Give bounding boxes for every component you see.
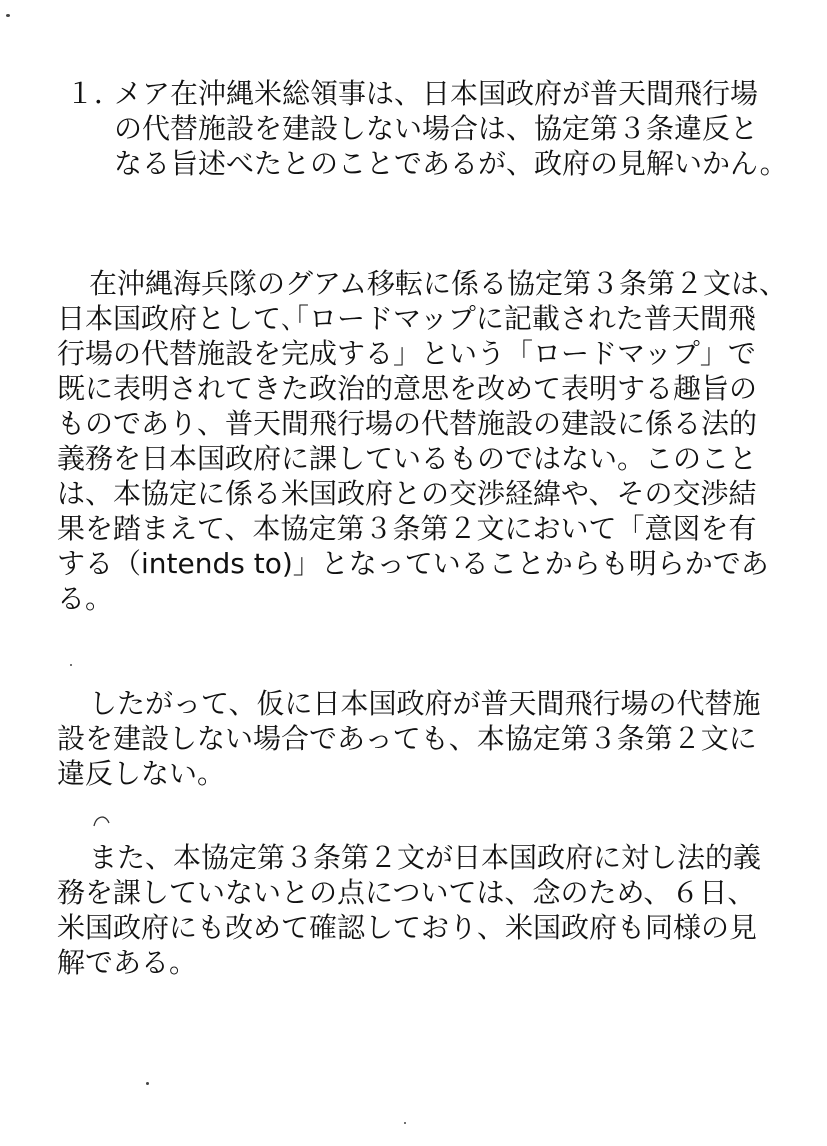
answer-line: 既に表明されてきた政治的意思を改めて表明する趣旨の xyxy=(57,372,758,405)
scan-speck xyxy=(404,1122,406,1124)
answer-line: は、本協定に係る米国政府との交渉経緯や、その交渉結 xyxy=(57,477,757,510)
answer-line: 在沖縄海兵隊のグアム移転に係る協定第３条第２文は、 xyxy=(89,267,788,300)
answer-line: また、本協定第３条第２文が日本国政府に対し法的義 xyxy=(89,841,762,874)
answer-line: る。 xyxy=(57,582,114,615)
scan-speck xyxy=(6,14,10,17)
answer-line: 日本国政府として､｢ロードマップに記載された普天間飛 xyxy=(57,302,756,335)
question-line: の代替施設を建設しない場合は、協定第３条違反と xyxy=(114,112,759,145)
scan-speck xyxy=(70,664,72,666)
answer-paragraph-2 xyxy=(57,686,771,791)
answer-line: 行場の代替施設を完成する」という「ロードマップ」で xyxy=(57,337,756,370)
answer-line: 義務を日本国政府に課しているものではない。このこと xyxy=(57,442,758,475)
question-text xyxy=(114,76,788,181)
answer-line: する（intends to)」となっていることからも明らかであ xyxy=(57,547,769,580)
answer-line: したがって、仮に日本国政府が普天間飛行場の代替施 xyxy=(89,687,761,720)
scan-speck xyxy=(146,1082,149,1085)
question-line: なる旨述べたとのことであるが、政府の見解いかん。 xyxy=(114,147,788,180)
scan-stroke-mark xyxy=(92,814,110,828)
question-number: １． xyxy=(66,77,123,110)
question-line: メア在沖縄米総領事は、日本国政府が普天間飛行場 xyxy=(114,77,759,110)
answer-paragraph-3 xyxy=(57,840,771,980)
answer-line: 務を課していないとの点については、念のため、６日、 xyxy=(57,876,756,909)
answer-paragraph-1 xyxy=(57,266,788,616)
answer-line: 果を踏まえて、本協定第３条第２文において「意図を有 xyxy=(57,512,757,545)
answer-line: 違反しない。 xyxy=(57,757,226,790)
answer-line: 設を建設しない場合であっても、本協定第３条第２文に xyxy=(57,722,757,755)
answer-line: 解である。 xyxy=(57,946,198,979)
answer-line: ものであり、普天間飛行場の代替施設の建設に係る法的 xyxy=(57,407,758,440)
answer-line: 米国政府にも改めて確認しており、米国政府も同様の見 xyxy=(57,911,758,944)
